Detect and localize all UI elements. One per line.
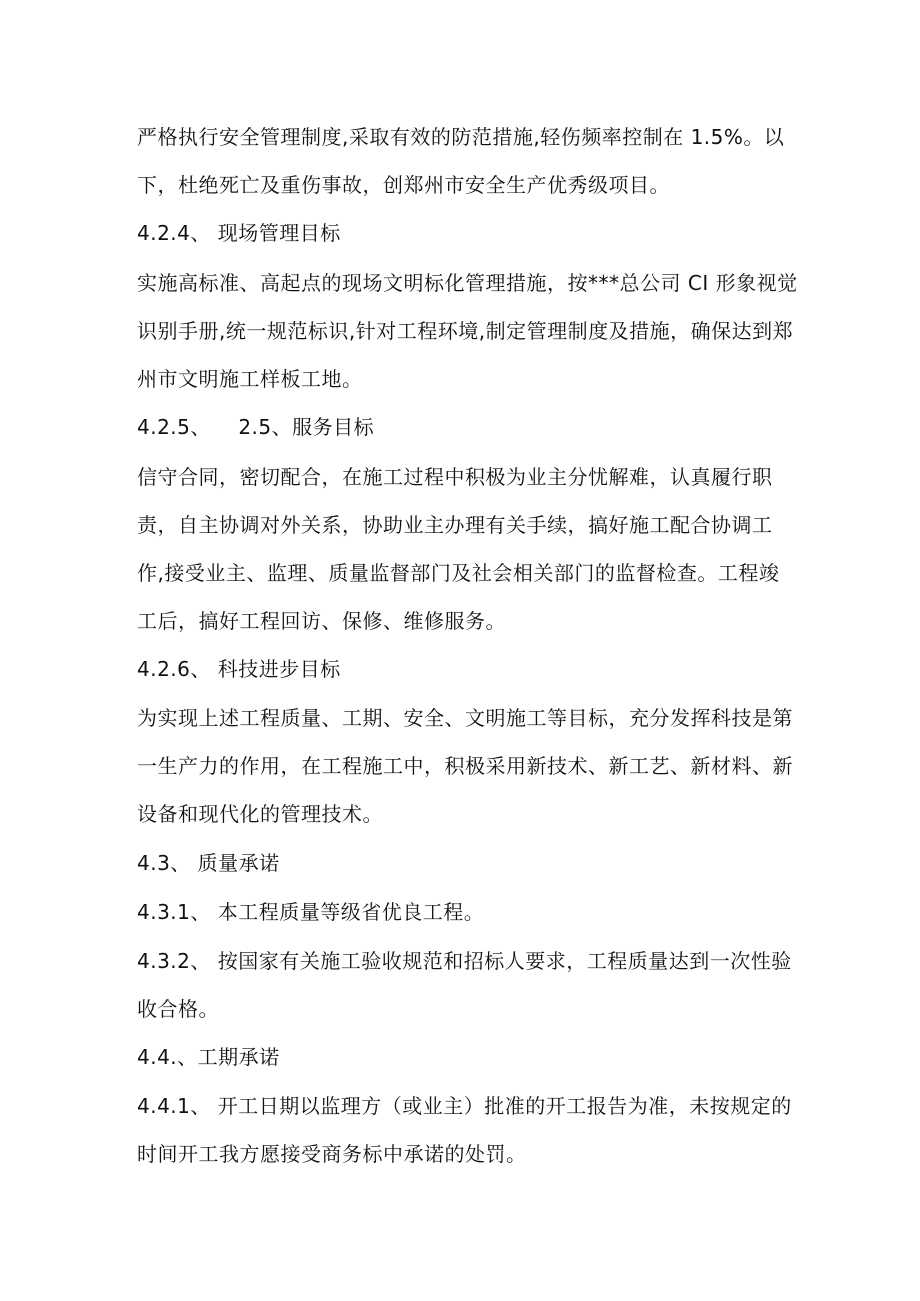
paragraph-4-4-1 [137, 1082, 792, 1178]
text-line: 严格执行安全管理制度,采取有效的防范措施,轻伤频率控制在 1.5%。以 [137, 125, 785, 149]
section-heading-4-2-6: 4.2.6、 科技进步目标 [137, 657, 341, 681]
paragraph-service [137, 453, 787, 645]
paragraph-technology [137, 694, 793, 838]
text-line: 设备和现代化的管理技术。 [137, 802, 383, 826]
section-heading-4-4: 4.4.、工期承诺 [137, 1045, 280, 1069]
section-heading-4-2-5: 4.2.5、 2.5、服务目标 [137, 415, 375, 439]
paragraph-safety [137, 113, 787, 209]
paragraph-4-3-2 [137, 937, 792, 1033]
item-4-3-1: 4.3.1、 本工程质量等级省优良工程。 [137, 900, 485, 924]
text-line: 4.4.1、 开工日期以监理方（或业主）批准的开工报告为准，未按规定的 [137, 1094, 792, 1118]
text-line: 实施高标准、高起点的现场文明标化管理措施，按***总公司 CI 形象视觉 [137, 271, 798, 295]
text-line: 作,接受业主、监理、质量监督部门及社会相关部门的监督检查。工程竣 [137, 561, 780, 585]
text-line: 时间开工我方愿接受商务标中承诺的处罚。 [137, 1142, 527, 1166]
text-line: 为实现上述工程质量、工期、安全、文明施工等目标，充分发挥科技是第 [137, 706, 793, 730]
text-line: 工后，搞好工程回访、保修、维修服务。 [137, 609, 506, 633]
section-heading-4-3: 4.3、 质量承诺 [137, 851, 280, 875]
text-line: 4.3.2、 按国家有关施工验收规范和招标人要求，工程质量达到一次性验 [137, 949, 792, 973]
text-line: 州市文明施工样板工地。 [137, 367, 363, 391]
text-line: 责，自主协调对外关系，协助业主办理有关手续，搞好施工配合协调工 [137, 513, 773, 537]
text-line: 识别手册,统一规范标识,针对工程环境,制定管理制度及措施，确保达到郑 [137, 319, 794, 343]
text-line: 信守合同，密切配合，在施工过程中积极为业主分忧解难，认真履行职 [137, 465, 773, 489]
paragraph-site-management [137, 259, 798, 403]
text-line: 下，杜绝死亡及重伤事故，创郑州市安全生产优秀级项目。 [137, 173, 670, 197]
text-line: 一生产力的作用，在工程施工中，积极采用新技术、新工艺、新材料、新 [137, 754, 793, 778]
text-line: 收合格。 [137, 997, 219, 1021]
section-heading-4-2-4: 4.2.4、 现场管理目标 [137, 221, 341, 245]
